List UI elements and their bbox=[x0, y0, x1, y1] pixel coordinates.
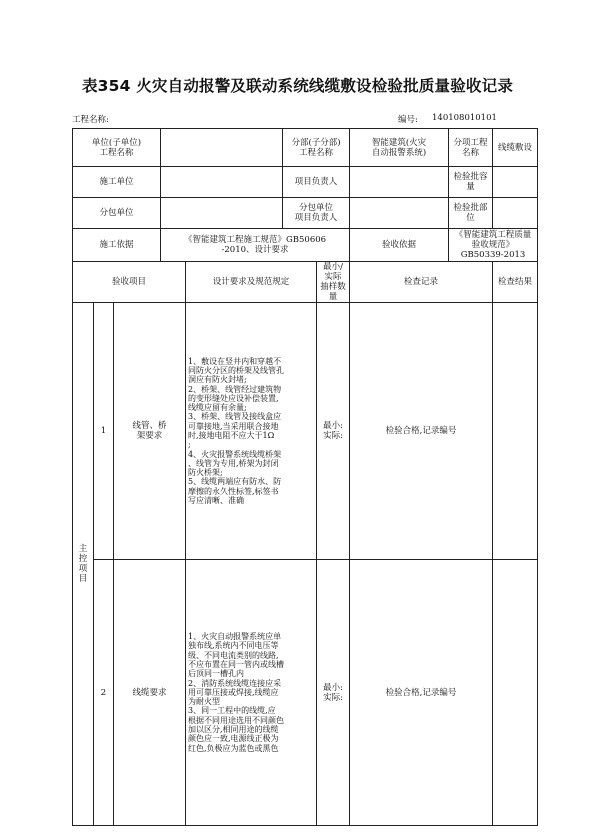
subsection-value: 智能建筑(火灾 自动报警系统) bbox=[350, 129, 449, 167]
item-project-value: 线缆敷设 bbox=[493, 129, 538, 167]
col-record-header: 检查记录 bbox=[350, 262, 493, 303]
col-requirement-header: 设计要求及规范规定 bbox=[186, 262, 317, 303]
info-row-contractor bbox=[73, 167, 538, 198]
sub-manager-value[interactable] bbox=[350, 198, 449, 229]
row-sample[interactable]: 最小: 实际: bbox=[317, 560, 350, 826]
col-item-header: 验收项目 bbox=[73, 262, 186, 303]
batch-capacity-label: 检验批容量 bbox=[449, 167, 493, 198]
info-row-subcontractor bbox=[73, 198, 538, 229]
subsection-label: 分部(子分部) 工程名称 bbox=[283, 129, 350, 167]
subcontractor-value[interactable] bbox=[161, 198, 283, 229]
form-title: 表354 火灾自动报警及联动系统线缆敷设检验批质量验收记录 bbox=[81, 77, 514, 95]
row-item-name: 线缆要求 bbox=[114, 560, 186, 826]
row-result[interactable] bbox=[493, 560, 538, 826]
construction-basis-value: 《智能建筑工程施工规范》GB50606 -2010、设计要求 bbox=[161, 229, 350, 262]
sub-manager-label: 分包单位 项目负责人 bbox=[283, 198, 350, 229]
acceptance-record-table bbox=[72, 128, 538, 826]
info-row-unit bbox=[73, 129, 538, 167]
serial-value: 140108010101 bbox=[432, 113, 497, 123]
acceptance-basis-value: 《智能建筑工程质量验收规范》 GB50339-2013 bbox=[449, 229, 538, 262]
table-row bbox=[73, 303, 538, 560]
col-result-header: 检查结果 bbox=[493, 262, 538, 303]
serial-label: 编号: bbox=[398, 115, 418, 125]
row-requirement: 1、火灾自动报警系统应单 独布线,系统内不同电压等 级、不同电流类别的线路, 不应布置在同一管内或线槽 后顶同一槽孔内 2、消防系统线缆连接应采 用可靠压接或焊接,线缆应 为耐火型 3、同一工程中的线缆,应 根据不同用途选用不同颜色 加以区分,相同用途的线缆 颜色应一致,电源线正极为 红色,负极应为蓝色或黑色 bbox=[186, 560, 317, 826]
batch-location-value[interactable] bbox=[493, 198, 538, 229]
row-item-name: 线管、桥 架要求 bbox=[114, 303, 186, 560]
project-name-label: 工程名称: bbox=[72, 115, 109, 125]
column-header-row bbox=[73, 262, 538, 303]
batch-capacity-value[interactable] bbox=[493, 167, 538, 198]
info-row-basis bbox=[73, 229, 538, 262]
subcontractor-label: 分包单位 bbox=[73, 198, 161, 229]
project-manager-label: 项目负责人 bbox=[283, 167, 350, 198]
unit-project-value[interactable] bbox=[161, 129, 283, 167]
item-project-label: 分项工程名称 bbox=[449, 129, 493, 167]
row-number: 1 bbox=[94, 303, 114, 560]
contractor-label: 施工单位 bbox=[73, 167, 161, 198]
main-control-group-label: 主控项目 bbox=[73, 303, 94, 826]
row-record[interactable]: 检验合格,记录编号 bbox=[350, 303, 493, 560]
row-requirement: 1、敷设在竖井内和穿越不 同防火分区的桥架及线管孔 洞应有防火封堵; 2、桥架、线管经过建筑物 的变形缝处应设补偿装置, 线缆应留有余量; 3、桥架、线管及接线盒应 可靠接地,当采用联合接地 时,接地电阻不应大于1Ω ; 4、火灾报警系统线缆桥架 、线管为专用,桥架为封闭 防火桥架; 5、线缆两端应有防水、防 摩擦的永久性标签,标签书 写应清晰、准确 bbox=[186, 303, 317, 560]
unit-project-label: 单位(子单位) 工程名称 bbox=[73, 129, 161, 167]
col-sample-header: 最小/实际 抽样数量 bbox=[317, 262, 350, 303]
project-manager-value[interactable] bbox=[350, 167, 449, 198]
row-sample[interactable]: 最小: 实际: bbox=[317, 303, 350, 560]
batch-location-label: 检验批部位 bbox=[449, 198, 493, 229]
row-record[interactable]: 检验合格,记录编号 bbox=[350, 560, 493, 826]
construction-basis-label: 施工依据 bbox=[73, 229, 161, 262]
row-number: 2 bbox=[94, 560, 114, 826]
table-row bbox=[73, 560, 538, 826]
contractor-value[interactable] bbox=[161, 167, 283, 198]
acceptance-basis-label: 验收依据 bbox=[350, 229, 449, 262]
row-result[interactable] bbox=[493, 303, 538, 560]
